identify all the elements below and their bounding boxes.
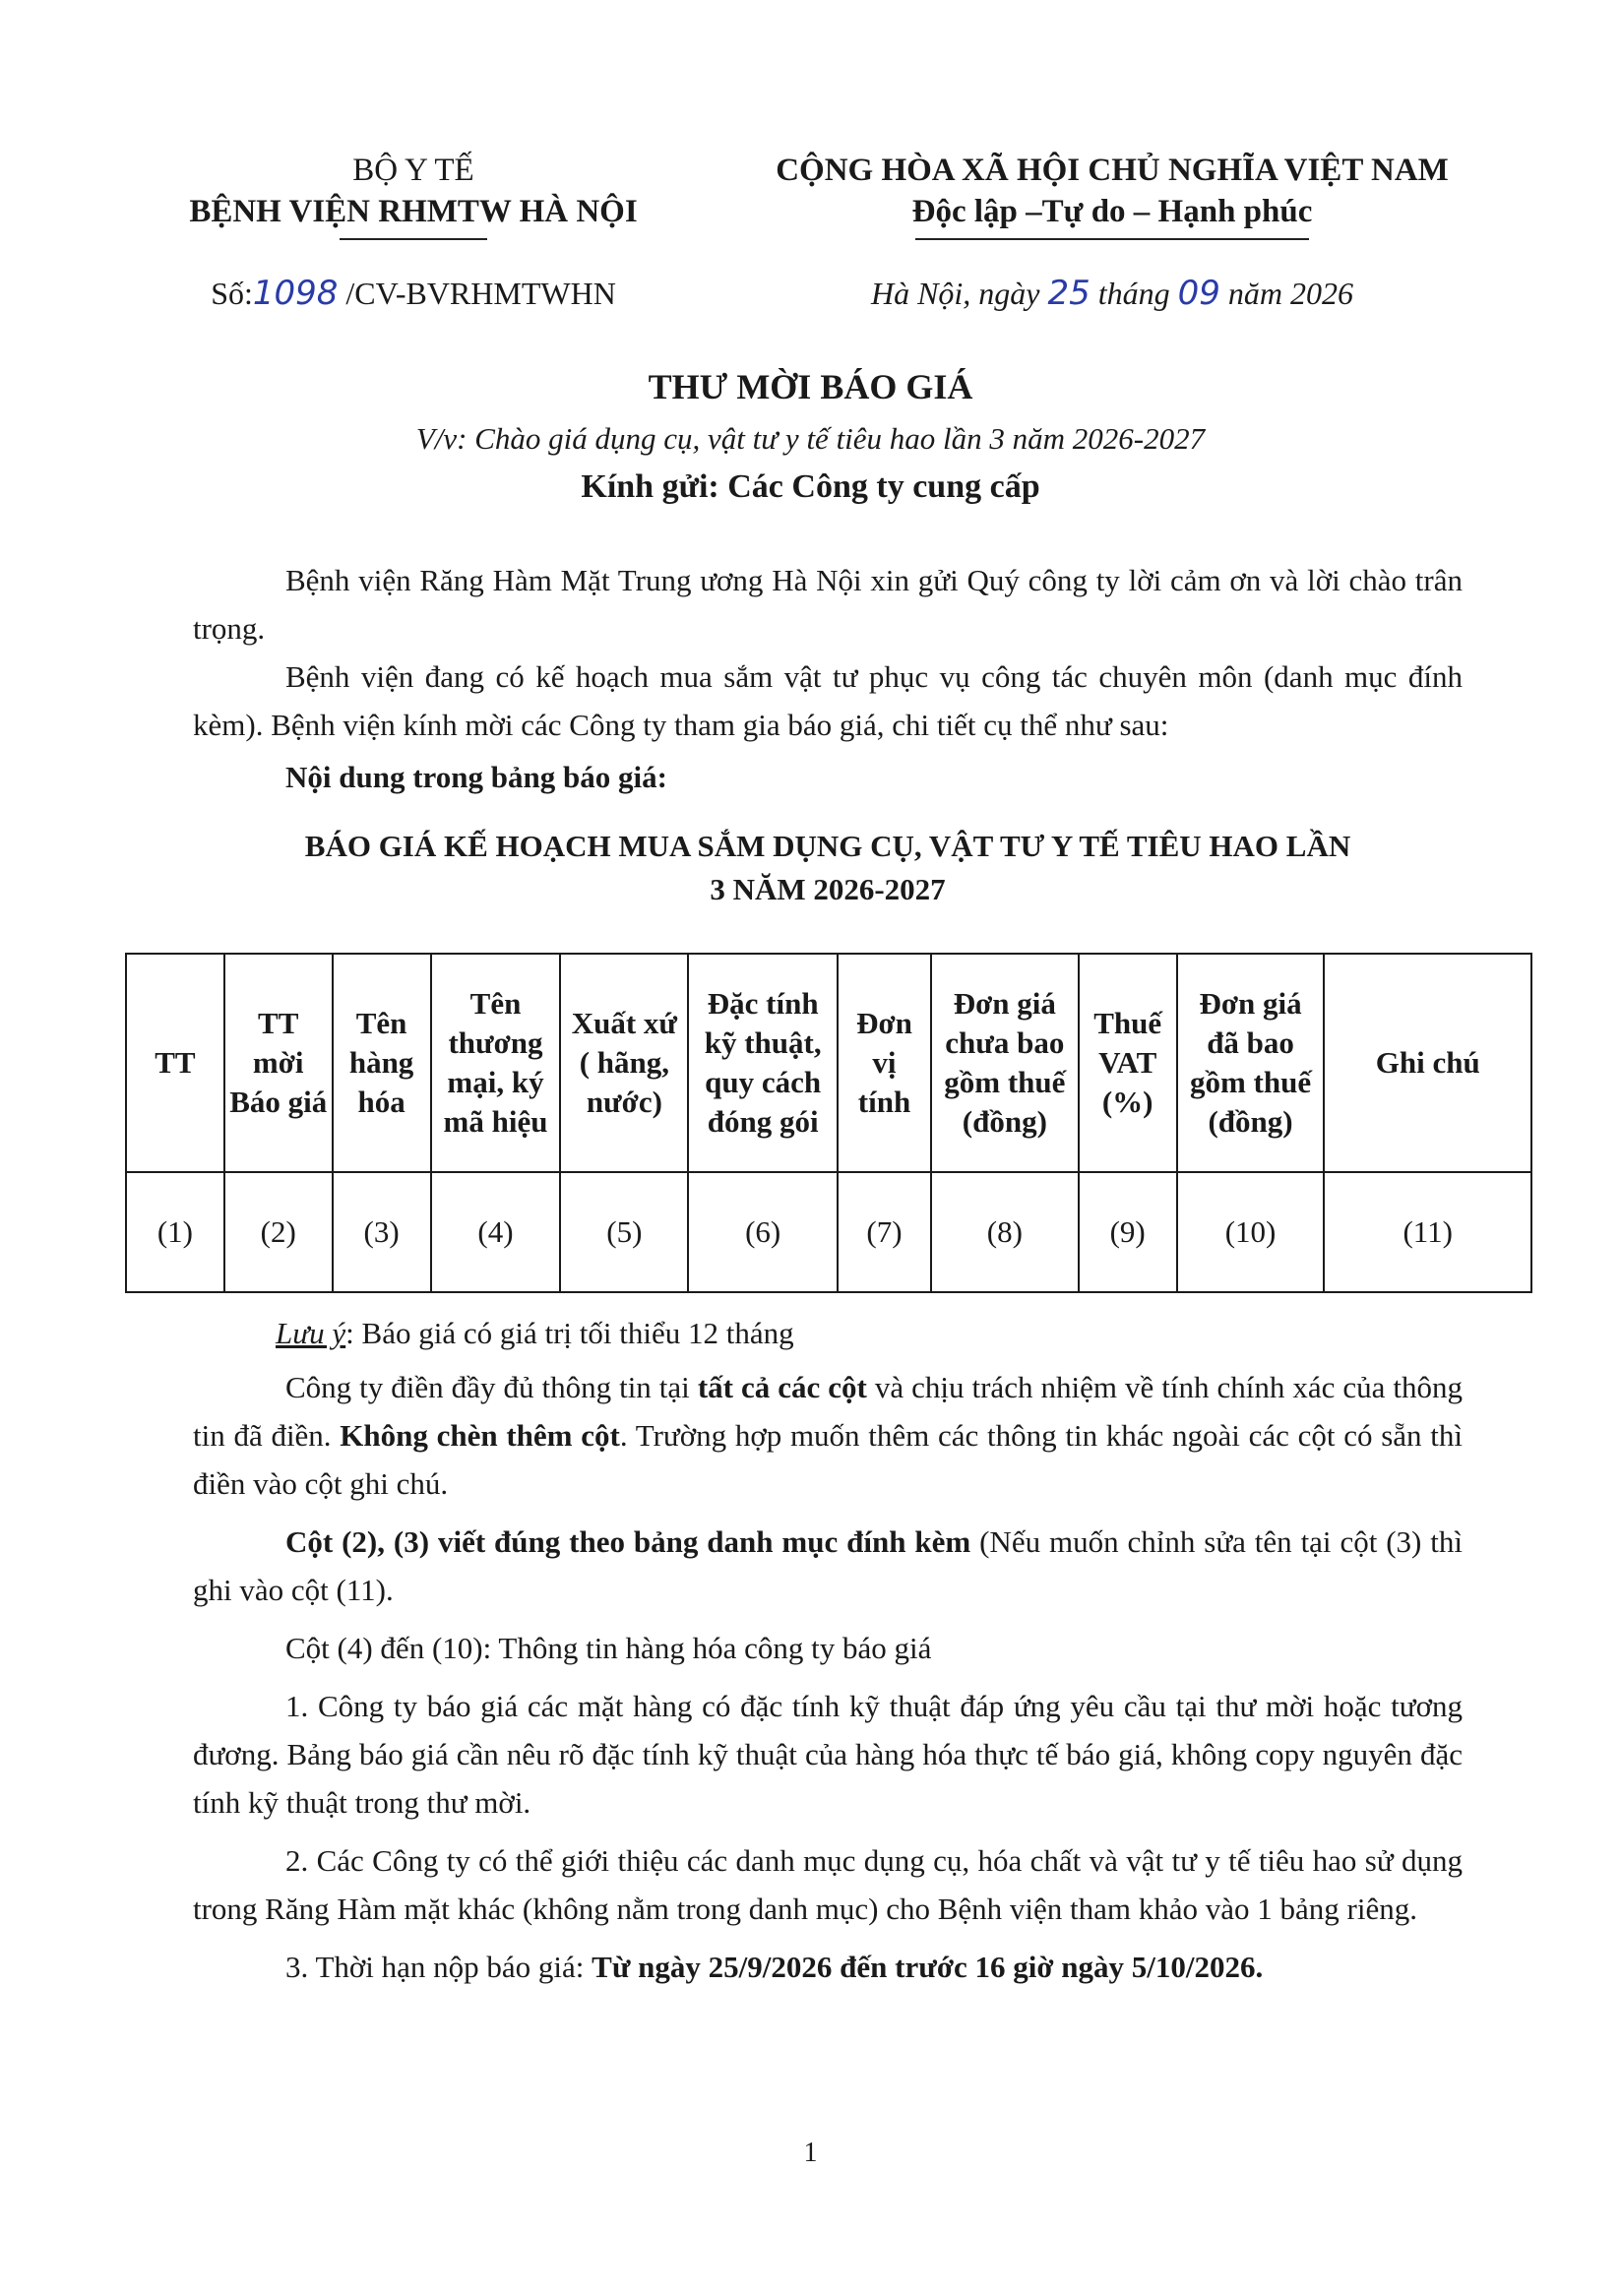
text-run: và chịu trách nhiệm về tính chính xác của thông tin đã điền. — [193, 1370, 1463, 1453]
country-name: CỘNG HÒA XÃ HỘI CHỦ NGHĨA VIỆT NAM — [776, 153, 1449, 188]
document-date — [709, 274, 1516, 313]
table-header-row — [126, 954, 1531, 1172]
ministry-name: BỘ Y TẾ — [352, 153, 474, 188]
table-cell: (3) — [333, 1172, 431, 1292]
table-cell: (9) — [1079, 1172, 1177, 1292]
col-header: Ghi chú — [1324, 954, 1531, 1172]
text-run: . Trường hợp muốn thêm các thông tin khác ngoài các cột có sẵn thì điền vào cột ghi chú. — [193, 1418, 1464, 1501]
document-title: THƯ MỜI BÁO GIÁ — [648, 367, 973, 406]
table-cell: (4) — [431, 1172, 561, 1292]
table-cell: (1) — [126, 1172, 224, 1292]
col-header: Đơn giá đã bao gồm thuế (đồng) — [1177, 954, 1325, 1172]
notes-paragraph-3: Cột (4) đến (10): Thông tin hàng hóa công ty báo giá — [285, 1631, 932, 1665]
motto-underline — [915, 238, 1309, 240]
issuer-block — [138, 150, 689, 240]
deadline-text: Từ ngày 25/9/2026 đến trước 16 giờ ngày 5/10/2026. — [592, 1950, 1264, 1984]
table-title-line-1: BÁO GIÁ KẾ HOẠCH MUA SẮM DỤNG CỤ, VẬT TƯ Y TẾ TIÊU HAO LẦN — [304, 829, 1351, 863]
content-heading: Nội dung trong bảng báo giá: — [285, 760, 667, 794]
emphasis-no-extra-columns: Không chèn thêm cột — [340, 1418, 620, 1453]
note-label: Lưu ý — [276, 1316, 346, 1350]
col-header: Tên hàng hóa — [333, 954, 431, 1172]
quote-template-table — [125, 953, 1532, 1293]
table-cell: (2) — [224, 1172, 333, 1292]
text-run: (Nếu muốn chỉnh sửa tên tại cột (3) thì ghi vào cột (11). — [193, 1524, 1463, 1607]
requirement-item-3 — [193, 1943, 1463, 1991]
date-day: 25 — [1047, 274, 1091, 313]
table-cell: (10) — [1177, 1172, 1325, 1292]
doc-number-prefix: Số: — [211, 276, 253, 311]
document-number — [138, 274, 689, 313]
col-header: TT mời Báo giá — [224, 954, 333, 1172]
hospital-name: BỆNH VIỆN RHMTW HÀ NỘI — [189, 194, 638, 229]
table-title-line-2: 3 NĂM 2026-2027 — [710, 872, 946, 906]
col-header: Đặc tính kỹ thuật, quy cách đóng gói — [688, 954, 838, 1172]
intro-paragraph-2: Bệnh viện đang có kế hoạch mua sắm vật tư phục vụ công tác chuyên môn (danh mục đính kèm). Bệnh viện kính mời các Công ty tham gia báo giá, chi tiết cụ thể như sau: — [193, 659, 1463, 742]
table-cell: (8) — [931, 1172, 1079, 1292]
text-run: 3. Thời hạn nộp báo giá: — [285, 1950, 592, 1984]
date-year: năm 2026 — [1227, 276, 1354, 311]
validity-note — [193, 1309, 1463, 1357]
col-header: TT — [126, 954, 224, 1172]
table-cell: (6) — [688, 1172, 838, 1292]
doc-number-suffix: /CV-BVRHMTWHN — [345, 276, 616, 311]
national-motto-block — [709, 150, 1516, 240]
col-header: Đơn giá chưa bao gồm thuế (đồng) — [931, 954, 1079, 1172]
recipient-line: Kính gửi: Các Công ty cung cấp — [581, 468, 1040, 505]
col-header: Tên thương mại, ký mã hiệu — [431, 954, 561, 1172]
date-month-label: tháng — [1097, 276, 1170, 311]
document-subject: V/v: Chào giá dụng cụ, vật tư y tế tiêu hao lần 3 năm 2026-2027 — [415, 421, 1206, 456]
table-cell: (5) — [560, 1172, 688, 1292]
intro-section — [193, 556, 1463, 801]
table-cell: (11) — [1324, 1172, 1531, 1292]
date-place: Hà Nội, ngày — [870, 276, 1040, 311]
col-header: Đơn vị tính — [838, 954, 931, 1172]
table-cell: (7) — [838, 1172, 931, 1292]
requirement-item-1: 1. Công ty báo giá các mặt hàng có đặc tính kỹ thuật đáp ứng yêu cầu tại thư mời hoặc tương đương. Bảng báo giá cần nêu rõ đặc tính kỹ thuật của hàng hóa thực tế báo giá, không copy nguyên đặc tính kỹ thuật trong thư mời. — [193, 1689, 1463, 1820]
notes-paragraph-1 — [193, 1363, 1463, 1508]
doc-number-handwritten: 1098 — [252, 274, 339, 313]
text-run: Công ty điền đầy đủ thông tin tại — [285, 1370, 698, 1404]
requirement-item-2: 2. Các Công ty có thể giới thiệu các danh mục dụng cụ, hóa chất và vật tư y tế tiêu hao sử dụng trong Răng Hàm mặt khác (không nằm trong danh mục) cho Bệnh viện tham khảo vào 1 bảng riêng. — [193, 1843, 1463, 1926]
col-header: Thuế VAT (%) — [1079, 954, 1177, 1172]
table-title — [193, 825, 1463, 911]
issuer-underline — [340, 238, 487, 240]
page-number: 1 — [803, 2138, 818, 2168]
emphasis-columns-2-3: Cột (2), (3) viết đúng theo bảng danh mục đính kèm — [285, 1524, 971, 1559]
intro-paragraph-1: Bệnh viện Răng Hàm Mặt Trung ương Hà Nội xin gửi Quý công ty lời cảm ơn và lời chào trân trọng. — [193, 563, 1463, 646]
date-month: 09 — [1177, 274, 1220, 313]
emphasis-all-columns: tất cả các cột — [697, 1370, 867, 1404]
note-text: : Báo giá có giá trị tối thiểu 12 tháng — [345, 1316, 794, 1350]
col-header: Xuất xứ ( hãng, nước) — [560, 954, 688, 1172]
notes-section — [193, 1309, 1463, 1991]
notes-paragraph-2 — [193, 1518, 1463, 1614]
motto: Độc lập –Tự do – Hạnh phúc — [911, 194, 1313, 229]
table-row — [126, 1172, 1531, 1292]
